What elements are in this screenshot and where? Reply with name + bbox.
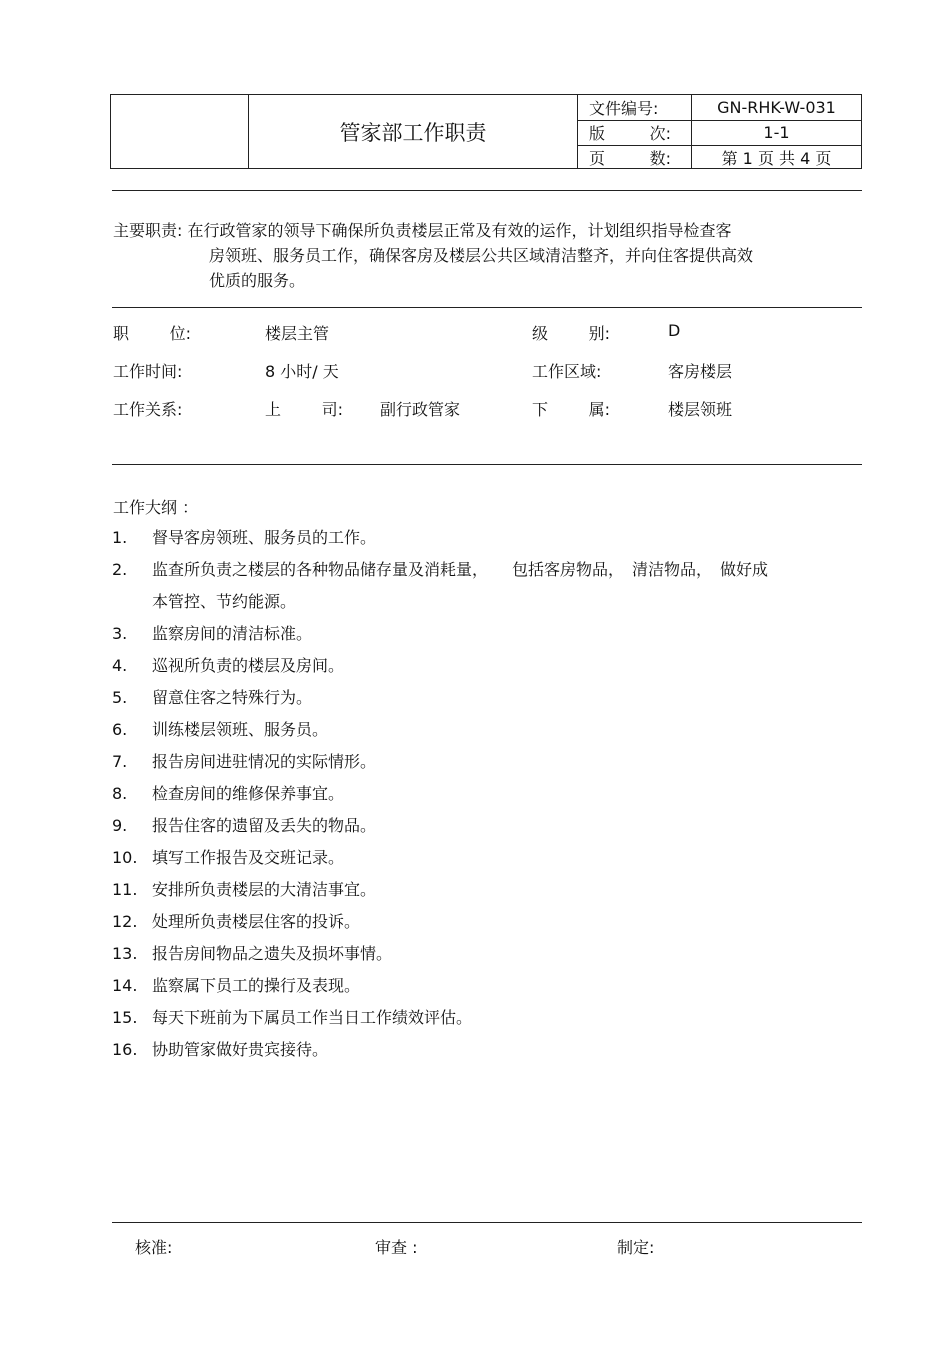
review-label: 审查 : (375, 1238, 418, 1257)
doc-number-label: 文件编号: (589, 99, 659, 118)
divider (112, 307, 862, 308)
list-item: 6. 训练楼层领班、服务员。 (112, 720, 329, 739)
list-item: 7. 报告房间进驻情况的实际情形。 (112, 752, 377, 771)
list-item: 12. 处理所负责楼层住客的投诉。 (112, 912, 361, 931)
hours-label: 工作时间: (113, 362, 183, 381)
list-item: 15. 每天下班前为下属员工作当日工作绩效评估。 (112, 1008, 473, 1027)
superior-value: 副行政管家 (380, 400, 461, 419)
position-label: 职 位: (113, 324, 191, 343)
list-item: 5. 留意住客之特殊行为。 (112, 688, 313, 707)
level-value: D (668, 321, 681, 340)
list-item: 8. 检查房间的维修保养事宜。 (112, 784, 345, 803)
area-label: 工作区域: (532, 362, 602, 381)
relation-label: 工作关系: (113, 400, 183, 419)
document-title: 管家部工作职责 (339, 120, 487, 145)
doc-number-value: GN-RHK-W-031 (717, 98, 836, 117)
duty-line-2: 房领班、服务员工作，确保客房及楼层公共区域清洁整齐，并向住客提供高效 (209, 246, 754, 265)
list-item: 1. 督导客房领班、服务员的工作。 (112, 528, 377, 547)
list-item: 9. 报告住客的遗留及丢失的物品。 (112, 816, 377, 835)
list-item: 11. 安排所负责楼层的大清洁事宜。 (112, 880, 377, 899)
list-item: 3. 监察房间的清洁标准。 (112, 624, 313, 643)
level-label: 级 别: (532, 324, 610, 343)
divider (112, 464, 862, 465)
main-duty (113, 218, 753, 293)
version-label: 版 次: (589, 124, 671, 143)
list-item: 13. 报告房间物品之遗失及损坏事情。 (112, 944, 393, 963)
position-value: 楼层主管 (265, 324, 330, 343)
divider (112, 190, 862, 191)
list-item: 16. 协助管家做好贵宾接待。 (112, 1040, 329, 1059)
hours-value: 8 小时/ 天 (265, 362, 339, 381)
duty-label: 主要职责: (113, 221, 183, 240)
outline-list (112, 522, 862, 1066)
page-count-value: 第 1 页 共 4 页 (721, 149, 832, 168)
version-value: 1-1 (763, 123, 790, 142)
page-count-label: 页 数: (589, 149, 671, 168)
list-item: 4. 巡视所负责的楼层及房间。 (112, 656, 345, 675)
duty-line-1: 在行政管家的领导下确保所负责楼层正常及有效的运作，计划组织指导检查客 (187, 221, 732, 240)
area-value: 客房楼层 (668, 362, 733, 381)
prepare-label: 制定: (617, 1238, 655, 1257)
list-item: 10. 填写工作报告及交班记录。 (112, 848, 345, 867)
list-item: 2. 监查所负责之楼层的各种物品储存量及消耗量， 包括客房物品， 清洁物品， 做好成 本管控、节约能源。 (112, 560, 769, 611)
outline-title: 工作大纲 ： (113, 498, 199, 517)
list-item: 14. 监察属下员工的操行及表现。 (112, 976, 361, 995)
approve-label: 核准: (135, 1238, 173, 1257)
subordinate-label: 下 属: (532, 400, 610, 419)
duty-line-3: 优质的服务。 (209, 271, 306, 290)
document-header-table (110, 94, 862, 169)
subordinate-value: 楼层领班 (668, 400, 733, 419)
footer-divider (112, 1222, 862, 1223)
superior-label: 上 司: (265, 400, 343, 419)
